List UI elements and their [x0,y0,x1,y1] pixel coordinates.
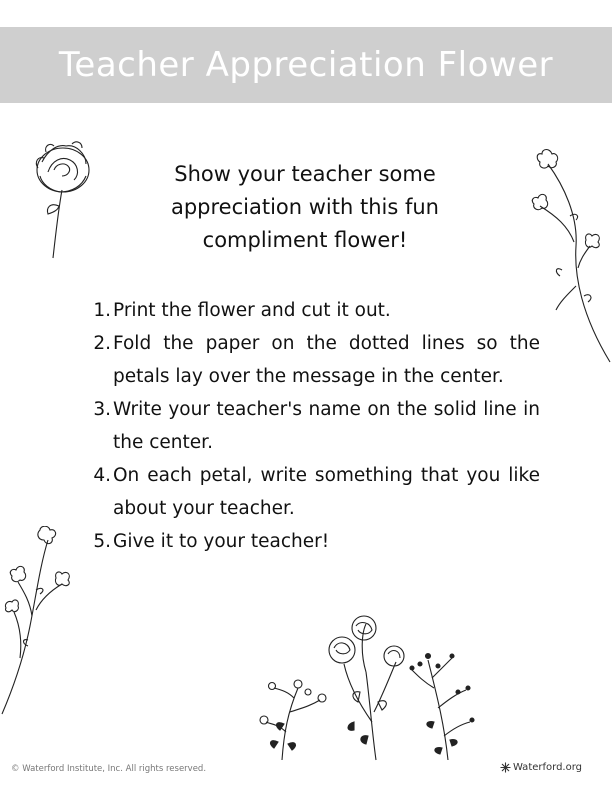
waterford-logo-icon [500,762,511,773]
page-title: Teacher Appreciation Flower [58,45,554,85]
intro-text: Show your teacher some appreciation with this fun compliment flower! [170,162,439,252]
list-item [88,327,540,393]
bouquet-icon [248,612,498,762]
rose-illustration-icon [28,132,98,260]
step-number: 3. [93,399,111,420]
step-text: Give it to your teacher! [113,531,330,552]
brand-name: Waterford.org [512,762,582,773]
step-number: 2. [93,333,111,354]
wildflower-icon [0,526,78,716]
steps-list [88,294,540,558]
list-item [88,525,540,558]
list-item [88,459,540,525]
title-banner [0,27,612,103]
step-number: 4. [93,465,111,486]
step-text: Write your teacher's name on the solid line in the center. [113,399,540,453]
step-text: Print the flower and cut it out. [113,300,391,321]
step-number: 1. [93,300,111,321]
list-item [88,294,540,327]
step-text: On each petal, write something that you like about your teacher. [113,465,540,519]
step-text: Fold the paper on the dotted lines so the petals lay over the message in the center. [113,333,540,387]
copyright-text: © Waterford Institute, Inc. All rights reserved. [11,764,207,774]
list-item [88,393,540,459]
step-number: 5. [93,531,111,552]
brand-footer [500,762,582,773]
